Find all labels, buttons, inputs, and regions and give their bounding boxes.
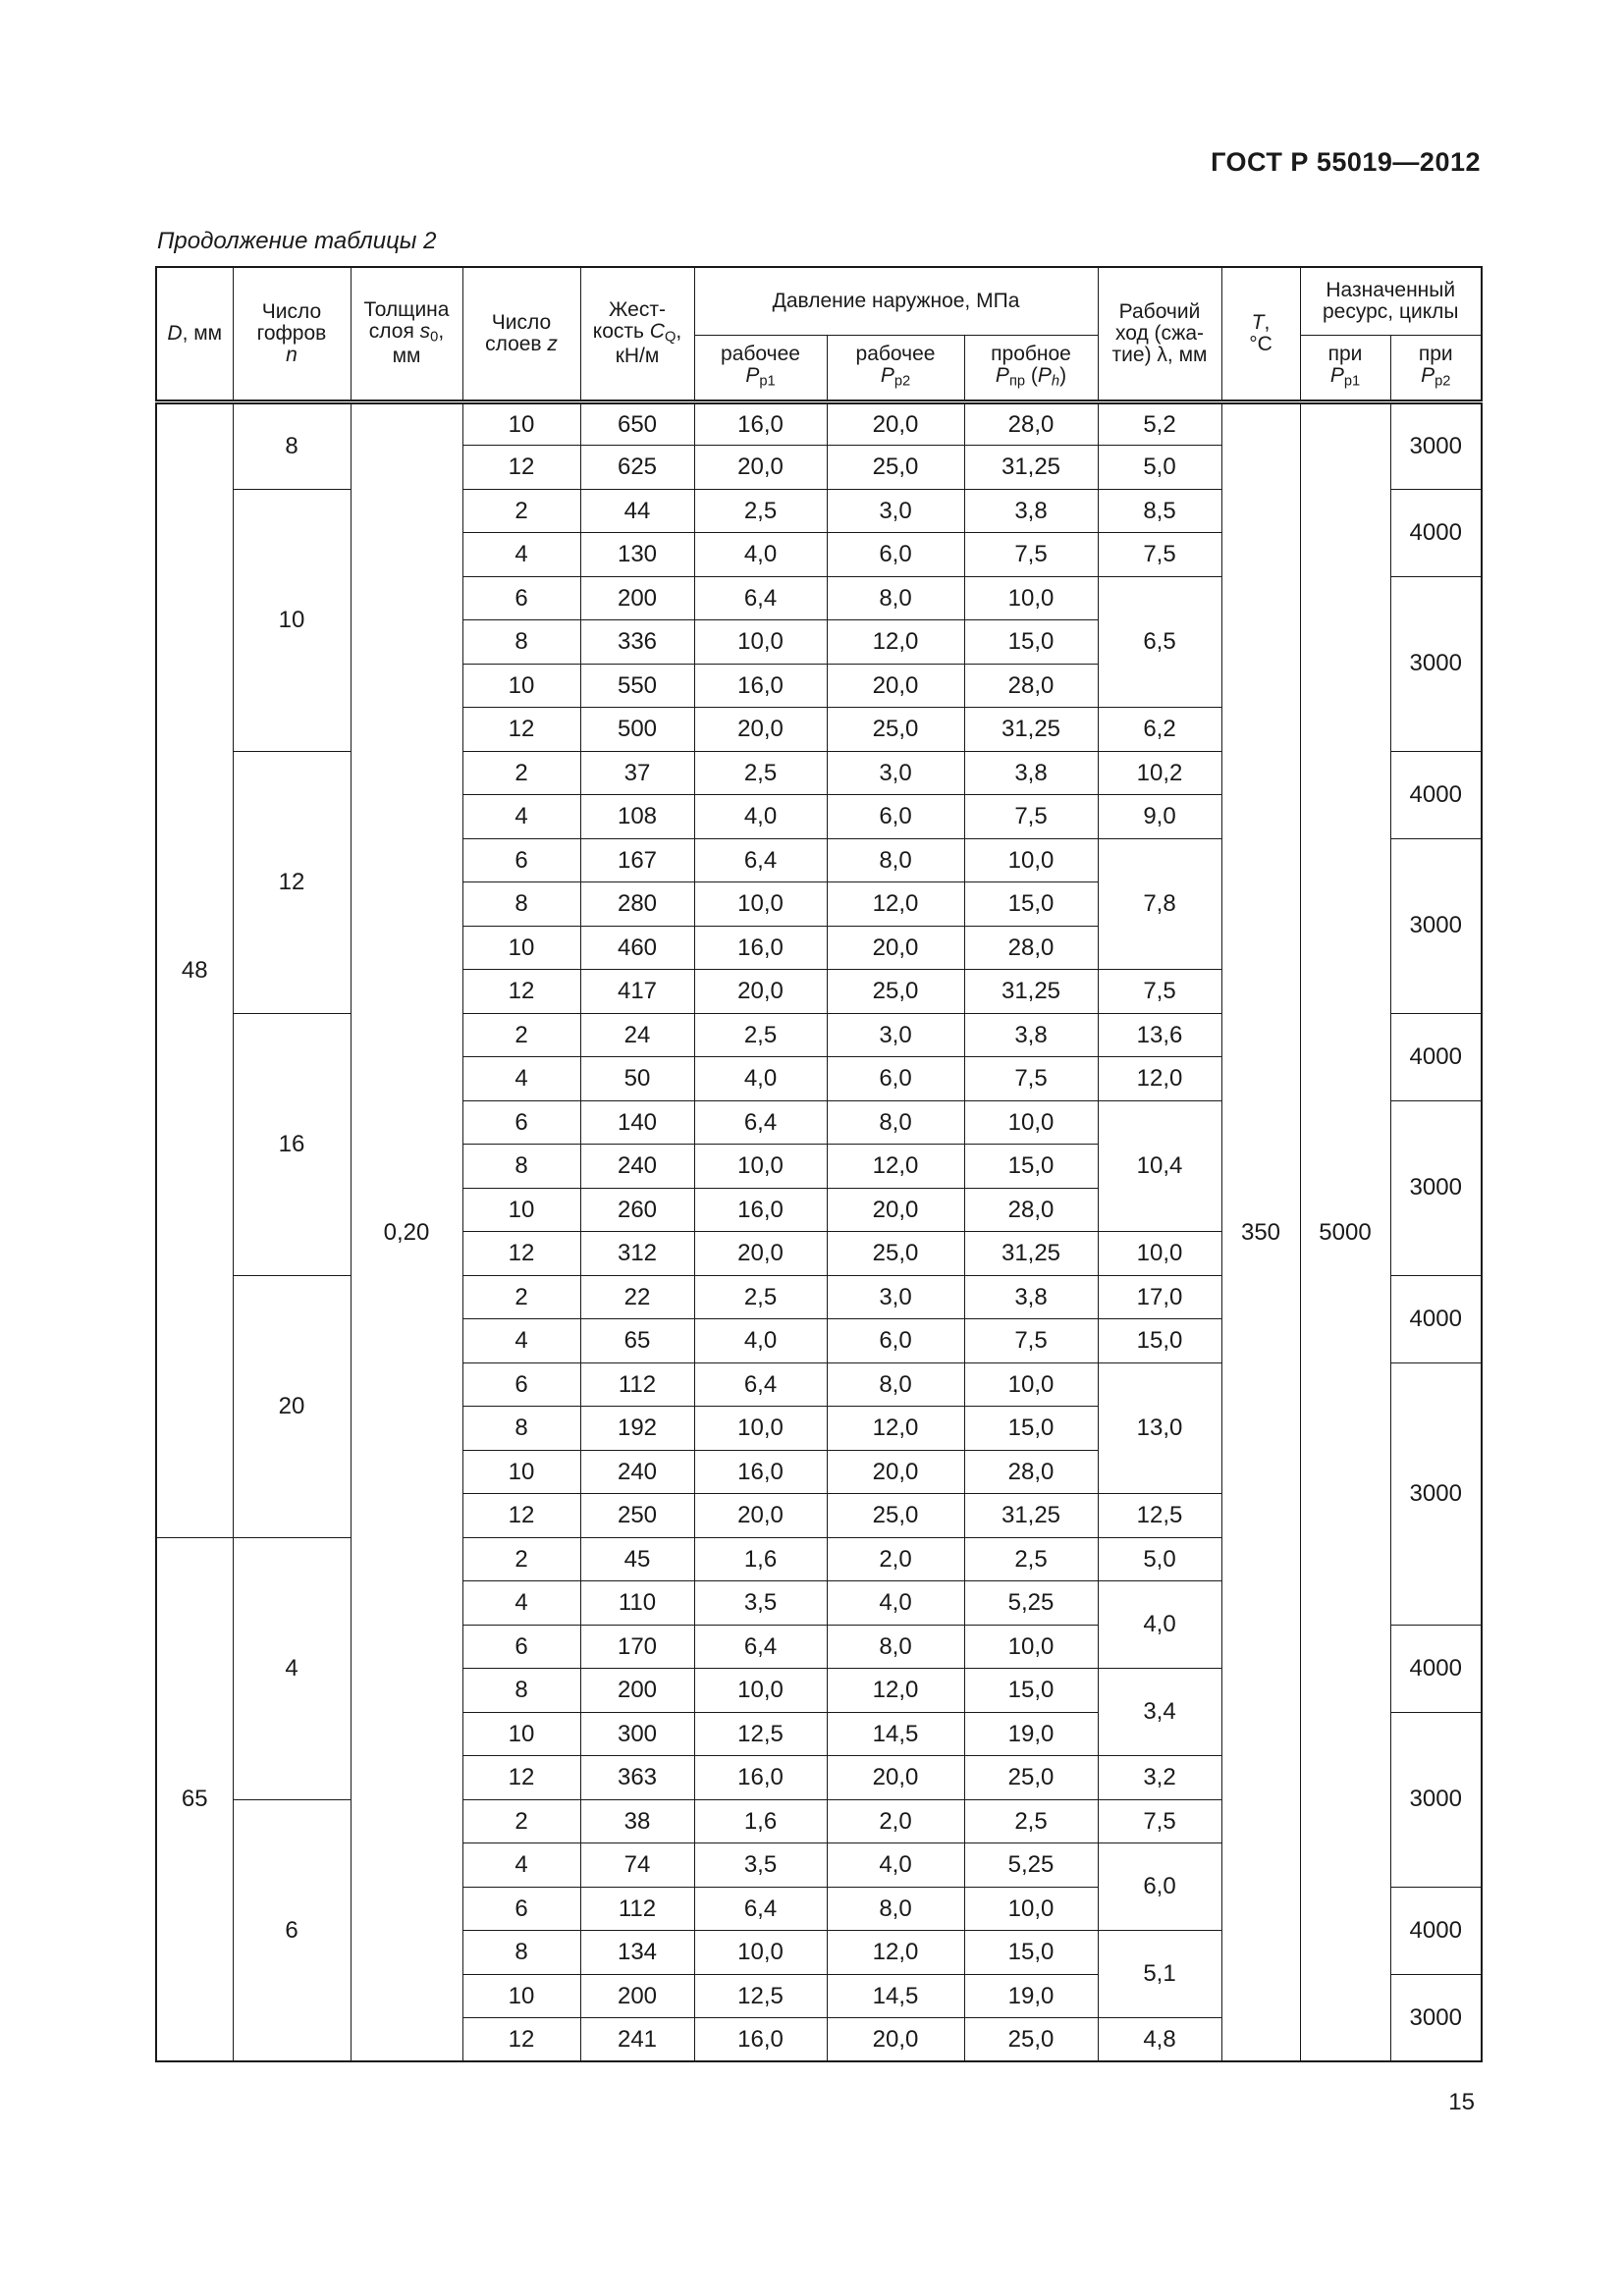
life2-cell: 4000 <box>1390 1275 1482 1362</box>
table-row <box>156 401 1482 446</box>
p2-cell: 3,0 <box>827 1275 964 1319</box>
ppr-cell: 7,5 <box>964 533 1098 577</box>
z-cell: 12 <box>462 708 580 752</box>
p2-cell: 25,0 <box>827 970 964 1014</box>
p1-cell: 6,4 <box>694 1625 827 1669</box>
p1-cell: 6,4 <box>694 1887 827 1931</box>
p1-cell: 3,5 <box>694 1581 827 1626</box>
life2-cell: 3000 <box>1390 576 1482 751</box>
header-s0: Толщина слоя $s_0$, мм <box>351 267 462 401</box>
stroke-cell: 7,5 <box>1098 1799 1221 1843</box>
p1-cell: 4,0 <box>694 1319 827 1363</box>
life1-cell: 5000 <box>1300 401 1390 2061</box>
p2-cell: 3,0 <box>827 489 964 533</box>
z-cell: 8 <box>462 1931 580 1975</box>
p1-cell: 10,0 <box>694 1669 827 1713</box>
stroke-cell: 6,2 <box>1098 708 1221 752</box>
p1-cell: 16,0 <box>694 1756 827 1800</box>
z-cell: 2 <box>462 489 580 533</box>
z-cell: 2 <box>462 751 580 795</box>
ppr-cell: 10,0 <box>964 1625 1098 1669</box>
stroke-cell: 9,0 <box>1098 795 1221 839</box>
ppr-cell: 31,25 <box>964 446 1098 490</box>
header-p2: рабочее $P_{р2}$ <box>827 335 964 401</box>
cq-cell: 650 <box>580 401 694 446</box>
ppr-cell: 3,8 <box>964 1275 1098 1319</box>
p2-cell: 12,0 <box>827 1931 964 1975</box>
ppr-cell: 28,0 <box>964 926 1098 970</box>
p1-cell: 2,5 <box>694 489 827 533</box>
z-cell: 4 <box>462 795 580 839</box>
p2-cell: 20,0 <box>827 1450 964 1494</box>
header-d: D, мм <box>156 267 233 401</box>
p2-cell: 20,0 <box>827 1188 964 1232</box>
z-cell: 10 <box>462 664 580 708</box>
p2-cell: 8,0 <box>827 1100 964 1145</box>
z-cell: 2 <box>462 1537 580 1581</box>
header-life2: при $P_{р2}$ <box>1390 335 1482 401</box>
cq-cell: 250 <box>580 1494 694 1538</box>
p1-cell: 20,0 <box>694 708 827 752</box>
p1-cell: 10,0 <box>694 882 827 927</box>
p2-cell: 2,0 <box>827 1799 964 1843</box>
cq-cell: 110 <box>580 1581 694 1626</box>
p1-cell: 6,4 <box>694 838 827 882</box>
z-cell: 2 <box>462 1275 580 1319</box>
cq-cell: 417 <box>580 970 694 1014</box>
cq-cell: 200 <box>580 1974 694 2018</box>
header-pressure-group: Давление наружное, МПа <box>694 267 1098 335</box>
ppr-cell: 19,0 <box>964 1712 1098 1756</box>
header-n: Число гофров n <box>233 267 351 401</box>
p2-cell: 6,0 <box>827 1319 964 1363</box>
p1-cell: 10,0 <box>694 1931 827 1975</box>
stroke-cell: 12,5 <box>1098 1494 1221 1538</box>
stroke-cell: 10,2 <box>1098 751 1221 795</box>
stroke-cell: 15,0 <box>1098 1319 1221 1363</box>
z-cell: 4 <box>462 1581 580 1626</box>
stroke-cell: 7,5 <box>1098 533 1221 577</box>
z-cell: 4 <box>462 1057 580 1101</box>
life2-cell: 3000 <box>1390 1712 1482 1887</box>
stroke-cell: 5,0 <box>1098 446 1221 490</box>
p1-cell: 16,0 <box>694 2018 827 2062</box>
ppr-cell: 15,0 <box>964 1931 1098 1975</box>
life2-cell: 4000 <box>1390 1013 1482 1100</box>
z-cell: 6 <box>462 1625 580 1669</box>
p1-cell: 4,0 <box>694 795 827 839</box>
header-z: Число слоев z <box>462 267 580 401</box>
ppr-cell: 3,8 <box>964 1013 1098 1057</box>
page-number: 15 <box>1448 2089 1475 2115</box>
header-cq: Жест- кость $C_Q$, кН/м <box>580 267 694 401</box>
z-cell: 10 <box>462 401 580 446</box>
ppr-cell: 25,0 <box>964 2018 1098 2062</box>
life2-cell: 3000 <box>1390 1100 1482 1275</box>
cq-cell: 500 <box>580 708 694 752</box>
cq-cell: 112 <box>580 1362 694 1407</box>
life2-cell: 4000 <box>1390 751 1482 838</box>
stroke-cell: 10,0 <box>1098 1232 1221 1276</box>
p1-cell: 16,0 <box>694 401 827 446</box>
p1-cell: 1,6 <box>694 1537 827 1581</box>
p2-cell: 6,0 <box>827 533 964 577</box>
cq-cell: 192 <box>580 1407 694 1451</box>
header-p1: рабочее $P_{р1}$ <box>694 335 827 401</box>
p2-cell: 2,0 <box>827 1537 964 1581</box>
p2-cell: 3,0 <box>827 751 964 795</box>
z-cell: 6 <box>462 1100 580 1145</box>
p2-cell: 20,0 <box>827 1756 964 1800</box>
z-cell: 12 <box>462 1756 580 1800</box>
z-cell: 6 <box>462 576 580 620</box>
p1-cell: 12,5 <box>694 1974 827 2018</box>
p1-cell: 12,5 <box>694 1712 827 1756</box>
n-cell: 4 <box>233 1537 351 1799</box>
cq-cell: 108 <box>580 795 694 839</box>
cq-cell: 280 <box>580 882 694 927</box>
z-cell: 6 <box>462 1887 580 1931</box>
stroke-cell: 7,8 <box>1098 838 1221 970</box>
ppr-cell: 19,0 <box>964 1974 1098 2018</box>
z-cell: 2 <box>462 1799 580 1843</box>
cq-cell: 38 <box>580 1799 694 1843</box>
ppr-cell: 31,25 <box>964 708 1098 752</box>
ppr-cell: 7,5 <box>964 1319 1098 1363</box>
stroke-cell: 13,0 <box>1098 1362 1221 1494</box>
ppr-cell: 10,0 <box>964 1362 1098 1407</box>
header-temp: T, °C <box>1221 267 1300 401</box>
cq-cell: 625 <box>580 446 694 490</box>
p1-cell: 3,5 <box>694 1843 827 1888</box>
table-header <box>156 267 1482 401</box>
p2-cell: 20,0 <box>827 664 964 708</box>
cq-cell: 300 <box>580 1712 694 1756</box>
p2-cell: 4,0 <box>827 1843 964 1888</box>
life2-cell: 4000 <box>1390 1625 1482 1712</box>
p1-cell: 20,0 <box>694 1232 827 1276</box>
ppr-cell: 31,25 <box>964 970 1098 1014</box>
cq-cell: 130 <box>580 533 694 577</box>
ppr-cell: 31,25 <box>964 1494 1098 1538</box>
z-cell: 8 <box>462 1407 580 1451</box>
p1-cell: 1,6 <box>694 1799 827 1843</box>
life2-cell: 4000 <box>1390 1887 1482 1974</box>
p2-cell: 8,0 <box>827 838 964 882</box>
z-cell: 12 <box>462 1232 580 1276</box>
ppr-cell: 25,0 <box>964 1756 1098 1800</box>
p2-cell: 14,5 <box>827 1974 964 2018</box>
p1-cell: 16,0 <box>694 1188 827 1232</box>
cq-cell: 112 <box>580 1887 694 1931</box>
stroke-cell: 6,0 <box>1098 1843 1221 1931</box>
cq-cell: 134 <box>580 1931 694 1975</box>
z-cell: 8 <box>462 1669 580 1713</box>
stroke-cell: 7,5 <box>1098 970 1221 1014</box>
ppr-cell: 28,0 <box>964 1450 1098 1494</box>
standard-number: ГОСТ Р 55019—2012 <box>1211 147 1481 177</box>
p1-cell: 20,0 <box>694 970 827 1014</box>
ppr-cell: 2,5 <box>964 1537 1098 1581</box>
cq-cell: 74 <box>580 1843 694 1888</box>
p1-cell: 16,0 <box>694 926 827 970</box>
ppr-cell: 10,0 <box>964 576 1098 620</box>
z-cell: 6 <box>462 838 580 882</box>
p2-cell: 12,0 <box>827 620 964 665</box>
p2-cell: 8,0 <box>827 576 964 620</box>
table-body <box>156 401 1482 2061</box>
p1-cell: 6,4 <box>694 1100 827 1145</box>
life2-cell: 3000 <box>1390 1362 1482 1625</box>
z-cell: 10 <box>462 1974 580 2018</box>
stroke-cell: 5,0 <box>1098 1537 1221 1581</box>
d-cell: 48 <box>156 401 233 1537</box>
cq-cell: 550 <box>580 664 694 708</box>
p1-cell: 20,0 <box>694 1494 827 1538</box>
p2-cell: 25,0 <box>827 1232 964 1276</box>
ppr-cell: 15,0 <box>964 1407 1098 1451</box>
p1-cell: 16,0 <box>694 1450 827 1494</box>
z-cell: 2 <box>462 1013 580 1057</box>
cq-cell: 200 <box>580 1669 694 1713</box>
ppr-cell: 15,0 <box>964 620 1098 665</box>
p2-cell: 12,0 <box>827 1145 964 1189</box>
z-cell: 10 <box>462 1188 580 1232</box>
n-cell: 6 <box>233 1799 351 2061</box>
cq-cell: 200 <box>580 576 694 620</box>
z-cell: 12 <box>462 2018 580 2062</box>
p2-cell: 12,0 <box>827 1669 964 1713</box>
n-cell: 10 <box>233 489 351 751</box>
p2-cell: 8,0 <box>827 1625 964 1669</box>
z-cell: 6 <box>462 1362 580 1407</box>
p1-cell: 10,0 <box>694 1145 827 1189</box>
ppr-cell: 10,0 <box>964 1887 1098 1931</box>
z-cell: 4 <box>462 1319 580 1363</box>
ppr-cell: 15,0 <box>964 882 1098 927</box>
p2-cell: 25,0 <box>827 446 964 490</box>
z-cell: 10 <box>462 926 580 970</box>
cq-cell: 22 <box>580 1275 694 1319</box>
z-cell: 10 <box>462 1712 580 1756</box>
z-cell: 8 <box>462 620 580 665</box>
cq-cell: 240 <box>580 1145 694 1189</box>
stroke-cell: 4,0 <box>1098 1581 1221 1669</box>
header-life-group: Назначенный ресурс, циклы <box>1300 267 1482 335</box>
p2-cell: 4,0 <box>827 1581 964 1626</box>
n-cell: 12 <box>233 751 351 1013</box>
p2-cell: 25,0 <box>827 1494 964 1538</box>
cq-cell: 45 <box>580 1537 694 1581</box>
n-cell: 20 <box>233 1275 351 1537</box>
cq-cell: 170 <box>580 1625 694 1669</box>
ppr-cell: 10,0 <box>964 1100 1098 1145</box>
p2-cell: 6,0 <box>827 795 964 839</box>
stroke-cell: 5,1 <box>1098 1931 1221 2018</box>
ppr-cell: 28,0 <box>964 664 1098 708</box>
p2-cell: 20,0 <box>827 401 964 446</box>
stroke-cell: 8,5 <box>1098 489 1221 533</box>
n-cell: 16 <box>233 1013 351 1275</box>
z-cell: 8 <box>462 1145 580 1189</box>
ppr-cell: 28,0 <box>964 401 1098 446</box>
table-caption: Продолжение таблицы 2 <box>157 228 437 254</box>
ppr-cell: 10,0 <box>964 838 1098 882</box>
cq-cell: 312 <box>580 1232 694 1276</box>
stroke-cell: 3,4 <box>1098 1669 1221 1756</box>
z-cell: 12 <box>462 446 580 490</box>
cq-cell: 65 <box>580 1319 694 1363</box>
p2-cell: 8,0 <box>827 1362 964 1407</box>
p1-cell: 10,0 <box>694 620 827 665</box>
z-cell: 4 <box>462 533 580 577</box>
p1-cell: 4,0 <box>694 1057 827 1101</box>
temp-cell: 350 <box>1221 401 1300 2061</box>
p2-cell: 14,5 <box>827 1712 964 1756</box>
p2-cell: 6,0 <box>827 1057 964 1101</box>
ppr-cell: 5,25 <box>964 1843 1098 1888</box>
ppr-cell: 7,5 <box>964 795 1098 839</box>
p1-cell: 6,4 <box>694 576 827 620</box>
stroke-cell: 12,0 <box>1098 1057 1221 1101</box>
s0-cell: 0,20 <box>351 401 462 2061</box>
z-cell: 12 <box>462 1494 580 1538</box>
p2-cell: 20,0 <box>827 2018 964 2062</box>
cq-cell: 140 <box>580 1100 694 1145</box>
z-cell: 10 <box>462 1450 580 1494</box>
ppr-cell: 28,0 <box>964 1188 1098 1232</box>
specs-table <box>155 266 1483 2062</box>
cq-cell: 240 <box>580 1450 694 1494</box>
stroke-cell: 10,4 <box>1098 1100 1221 1232</box>
p2-cell: 25,0 <box>827 708 964 752</box>
cq-cell: 363 <box>580 1756 694 1800</box>
ppr-cell: 2,5 <box>964 1799 1098 1843</box>
p1-cell: 6,4 <box>694 1362 827 1407</box>
ppr-cell: 15,0 <box>964 1145 1098 1189</box>
p1-cell: 2,5 <box>694 1275 827 1319</box>
z-cell: 8 <box>462 882 580 927</box>
p1-cell: 20,0 <box>694 446 827 490</box>
header-life1: при $P_{р1}$ <box>1300 335 1390 401</box>
z-cell: 12 <box>462 970 580 1014</box>
cq-cell: 37 <box>580 751 694 795</box>
p2-cell: 20,0 <box>827 926 964 970</box>
cq-cell: 460 <box>580 926 694 970</box>
stroke-cell: 4,8 <box>1098 2018 1221 2062</box>
p2-cell: 12,0 <box>827 882 964 927</box>
p2-cell: 12,0 <box>827 1407 964 1451</box>
stroke-cell: 17,0 <box>1098 1275 1221 1319</box>
life2-cell: 3000 <box>1390 838 1482 1013</box>
d-cell: 65 <box>156 1537 233 2061</box>
cq-cell: 44 <box>580 489 694 533</box>
z-cell: 4 <box>462 1843 580 1888</box>
cq-cell: 241 <box>580 2018 694 2062</box>
cq-cell: 24 <box>580 1013 694 1057</box>
p2-cell: 8,0 <box>827 1887 964 1931</box>
p2-cell: 3,0 <box>827 1013 964 1057</box>
life2-cell: 3000 <box>1390 1974 1482 2061</box>
p1-cell: 2,5 <box>694 1013 827 1057</box>
ppr-cell: 5,25 <box>964 1581 1098 1626</box>
p1-cell: 4,0 <box>694 533 827 577</box>
header-ppr: пробное $P_{пр}$ $(P_h)$ <box>964 335 1098 401</box>
n-cell: 8 <box>233 401 351 489</box>
stroke-cell: 6,5 <box>1098 576 1221 708</box>
cq-cell: 336 <box>580 620 694 665</box>
p1-cell: 2,5 <box>694 751 827 795</box>
ppr-cell: 3,8 <box>964 751 1098 795</box>
p1-cell: 16,0 <box>694 664 827 708</box>
header-stroke: Рабочий ход (сжа- тие) λ, мм <box>1098 267 1221 401</box>
ppr-cell: 15,0 <box>964 1669 1098 1713</box>
cq-cell: 167 <box>580 838 694 882</box>
stroke-cell: 5,2 <box>1098 401 1221 446</box>
stroke-cell: 13,6 <box>1098 1013 1221 1057</box>
ppr-cell: 31,25 <box>964 1232 1098 1276</box>
ppr-cell: 3,8 <box>964 489 1098 533</box>
life2-cell: 3000 <box>1390 401 1482 489</box>
life2-cell: 4000 <box>1390 489 1482 576</box>
p1-cell: 10,0 <box>694 1407 827 1451</box>
stroke-cell: 3,2 <box>1098 1756 1221 1800</box>
cq-cell: 50 <box>580 1057 694 1101</box>
cq-cell: 260 <box>580 1188 694 1232</box>
ppr-cell: 7,5 <box>964 1057 1098 1101</box>
